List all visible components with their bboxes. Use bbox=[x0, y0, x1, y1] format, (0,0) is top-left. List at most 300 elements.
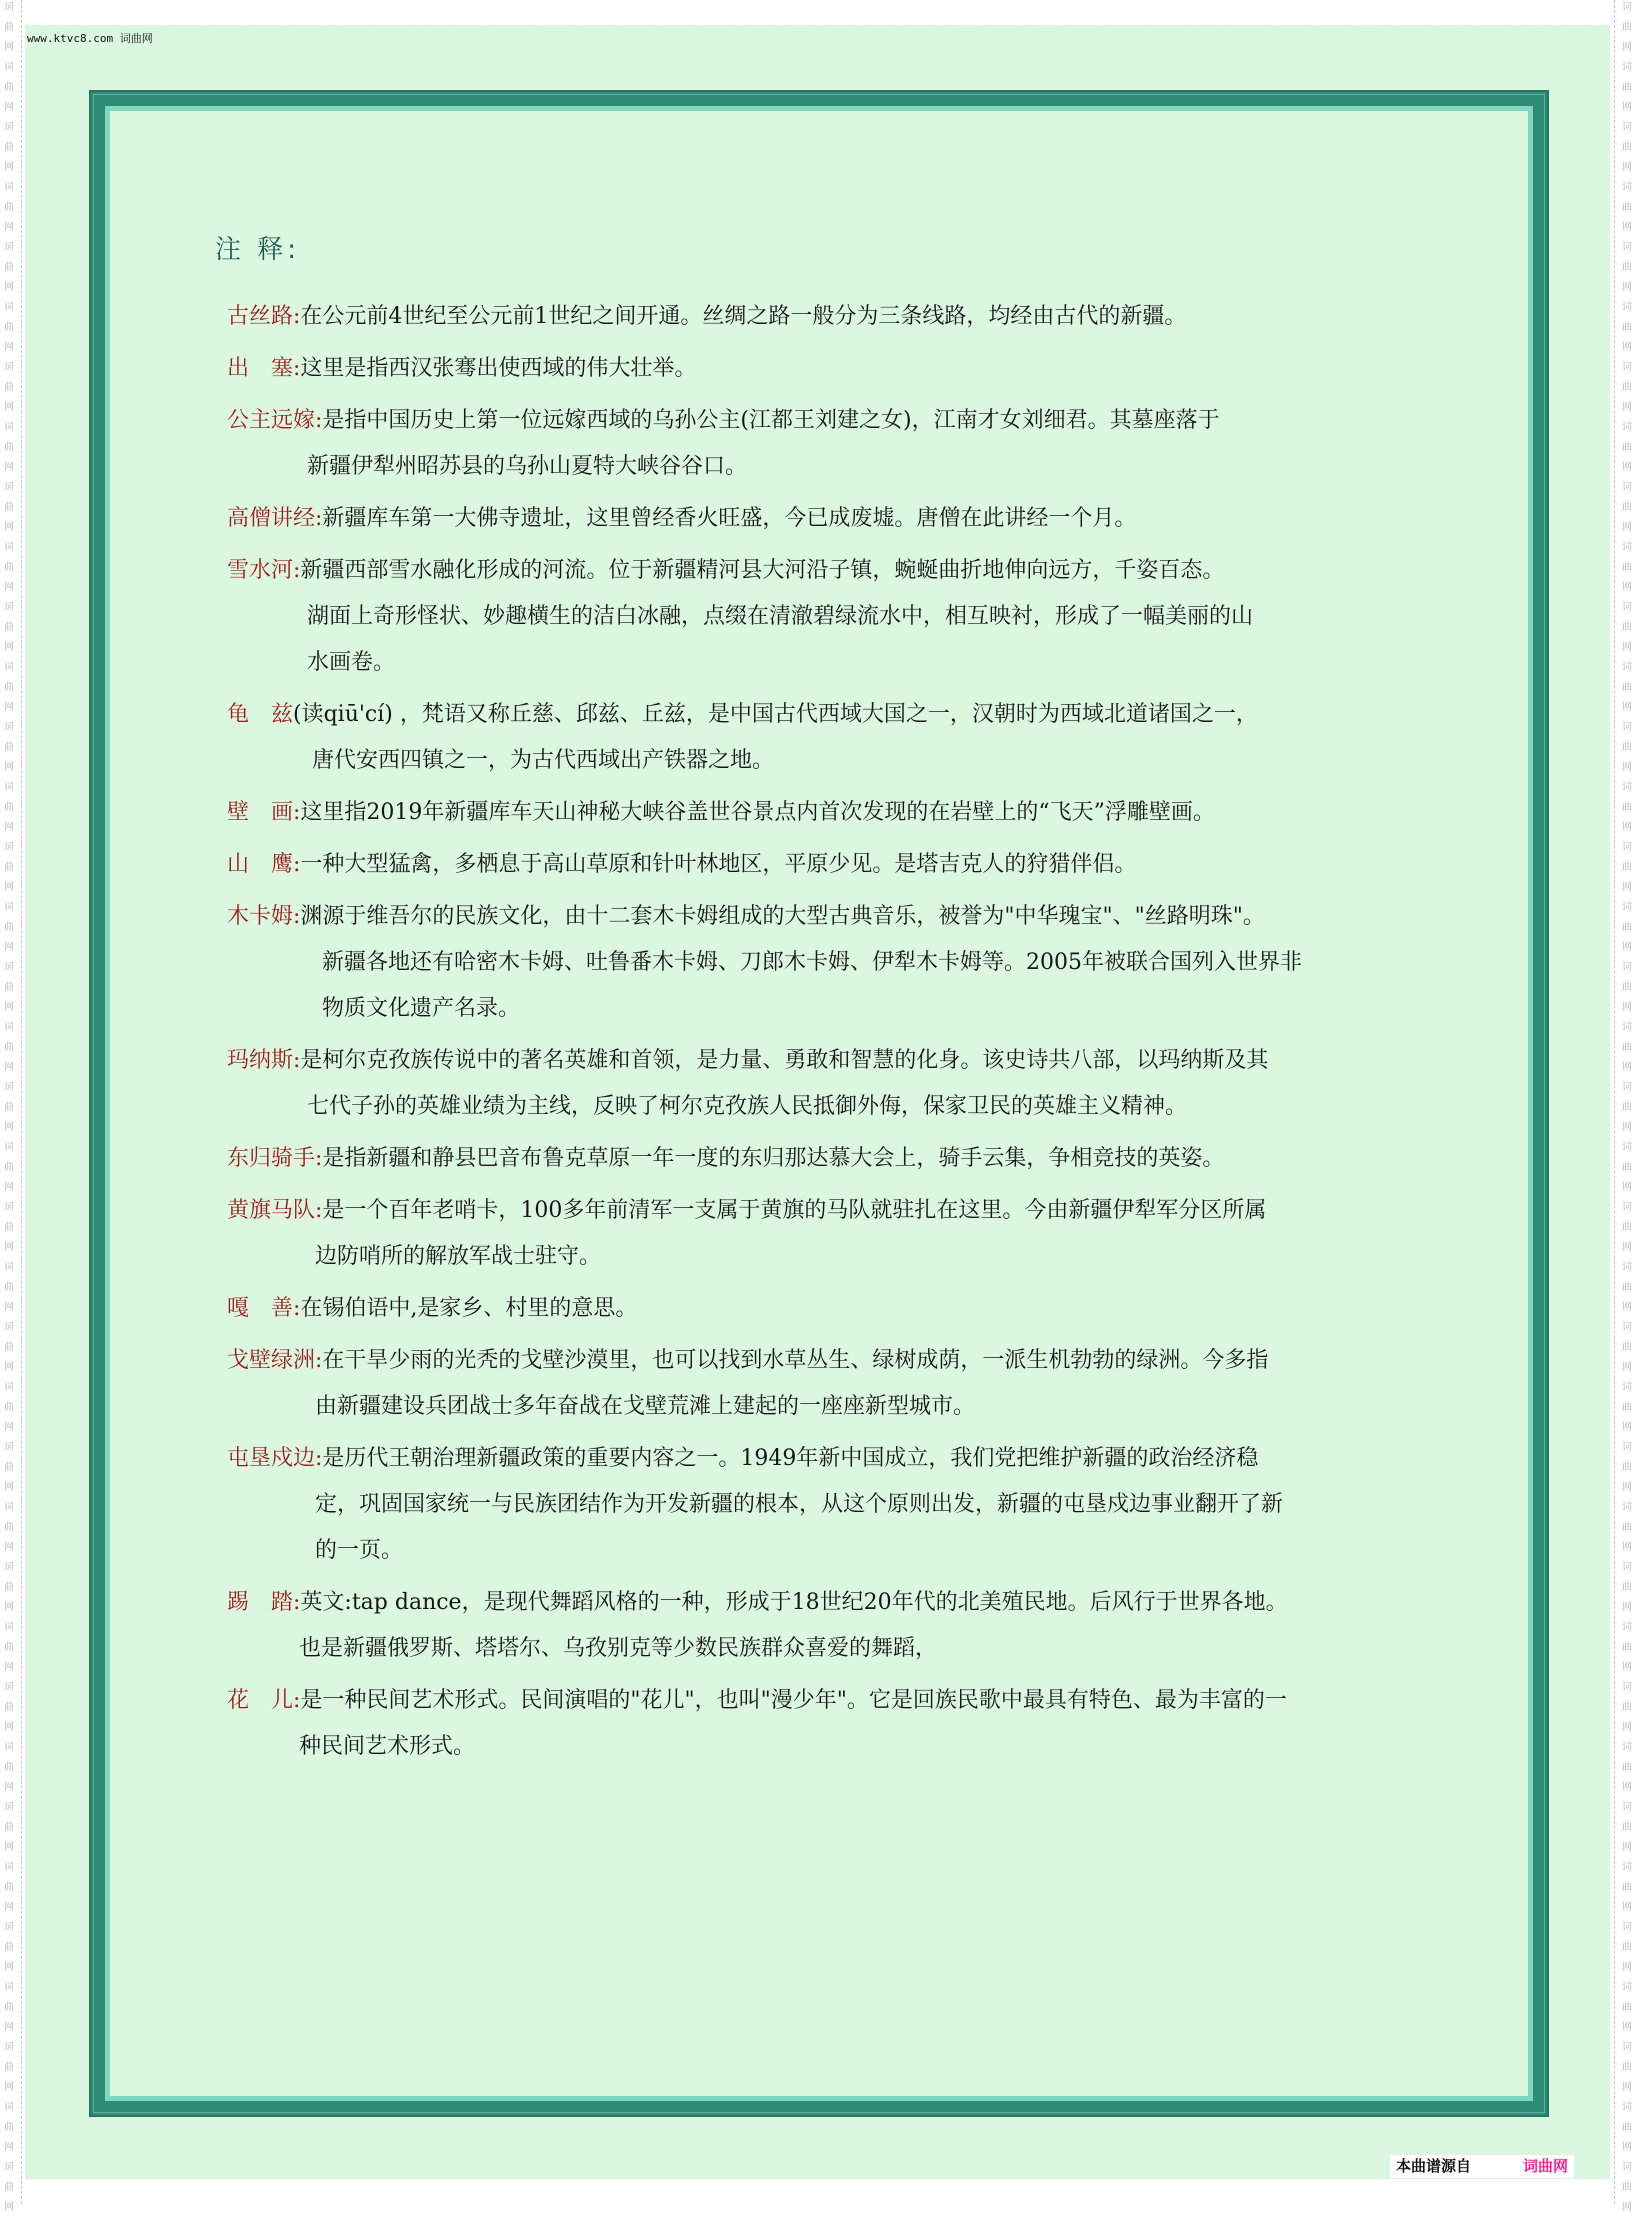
watermark-char: 网 bbox=[4, 1602, 14, 1613]
watermark-char: 网 bbox=[1622, 1062, 1632, 1073]
note-continuation-line: 七代子孙的英雄业绩为主线，反映了柯尔克孜族人民抵御外侮，保家卫民的英雄主义精神。 bbox=[307, 1094, 1188, 1119]
note-continuation-line: 种民间艺术形式。 bbox=[299, 1734, 476, 1759]
watermark-char: 曲 bbox=[1622, 562, 1632, 573]
watermark-char: 曲 bbox=[1622, 82, 1632, 93]
watermark-char: 词 bbox=[4, 62, 14, 73]
watermark-char: 曲 bbox=[1622, 1942, 1632, 1953]
watermark-char: 词 bbox=[4, 482, 14, 493]
watermark-char: 曲 bbox=[4, 1882, 14, 1893]
watermark-char: 词 bbox=[4, 302, 14, 313]
note-description: 在锡伯语中,是家乡、村里的意思。 bbox=[300, 1296, 638, 1321]
watermark-char: 网 bbox=[1622, 1902, 1632, 1913]
watermark-char: 网 bbox=[1622, 2142, 1632, 2153]
watermark-char: 曲 bbox=[1622, 2002, 1632, 2013]
watermark-char: 词 bbox=[1622, 482, 1632, 493]
watermark-char: 曲 bbox=[1622, 1162, 1632, 1173]
watermark-char: 词 bbox=[1622, 242, 1632, 253]
watermark-char: 词 bbox=[1622, 962, 1632, 973]
watermark-char: 曲 bbox=[4, 982, 14, 993]
watermark-char: 曲 bbox=[4, 1402, 14, 1413]
watermark-char: 网 bbox=[4, 1662, 14, 1673]
watermark-char: 网 bbox=[4, 642, 14, 653]
watermark-char: 网 bbox=[1622, 42, 1632, 53]
watermark-char: 曲 bbox=[4, 1822, 14, 1833]
note-continuation-line: 湖面上奇形怪状、妙趣横生的洁白冰融，点缀在清澈碧绿流水中，相互映衬，形成了一幅美丽的山 bbox=[307, 604, 1254, 629]
watermark-char: 词 bbox=[1622, 1322, 1632, 1333]
note-item bbox=[227, 1580, 1517, 1672]
watermark-char: 曲 bbox=[4, 1042, 14, 1053]
watermark-char: 曲 bbox=[4, 922, 14, 933]
watermark-char: 网 bbox=[1622, 1422, 1632, 1433]
watermark-char: 曲 bbox=[1622, 1582, 1632, 1593]
note-description: 是一个百年老哨卡，100多年前清军一支属于黄旗的马队就驻扎在这里。今由新疆伊犁军分区所属 bbox=[322, 1198, 1267, 1223]
watermark-char: 曲 bbox=[4, 142, 14, 153]
watermark-char: 曲 bbox=[4, 82, 14, 93]
watermark-char: 网 bbox=[4, 1482, 14, 1493]
watermark-char: 词 bbox=[4, 422, 14, 433]
note-first-line bbox=[227, 1580, 1517, 1626]
watermark-char: 词 bbox=[4, 1262, 14, 1273]
watermark-char: 词 bbox=[1622, 662, 1632, 673]
watermark-char: 网 bbox=[4, 1302, 14, 1313]
watermark-char: 网 bbox=[1622, 1002, 1632, 1013]
note-first-line bbox=[227, 1136, 1517, 1182]
watermark-char: 词 bbox=[1622, 1682, 1632, 1693]
note-first-line bbox=[227, 842, 1517, 888]
watermark-char: 网 bbox=[1622, 1782, 1632, 1793]
watermark-char: 词 bbox=[4, 2102, 14, 2113]
watermark-char: 网 bbox=[4, 102, 14, 113]
watermark-char: 词 bbox=[4, 602, 14, 613]
note-description: 一种大型猛禽，多栖息于高山草原和针叶林地区，平原少见。是塔吉克人的狩猎伴侣。 bbox=[300, 852, 1137, 877]
watermark-char: 网 bbox=[1622, 1542, 1632, 1553]
note-item bbox=[227, 398, 1517, 490]
watermark-char: 词 bbox=[4, 1562, 14, 1573]
note-first-line bbox=[227, 1188, 1517, 1234]
watermark-char: 词 bbox=[1622, 1022, 1632, 1033]
watermark-char: 词 bbox=[1622, 1142, 1632, 1153]
watermark-char: 网 bbox=[4, 222, 14, 233]
watermark-char: 曲 bbox=[1622, 862, 1632, 873]
watermark-char: 曲 bbox=[1622, 142, 1632, 153]
watermark-char: 网 bbox=[1622, 102, 1632, 113]
watermark-char: 词 bbox=[4, 1502, 14, 1513]
watermark-char: 词 bbox=[1622, 1982, 1632, 1993]
note-description: 英文:tap dance，是现代舞蹈风格的一种，形成于18世纪20年代的北美殖民地。后风行于世界各地。 bbox=[300, 1590, 1288, 1615]
watermark-char: 词 bbox=[1622, 902, 1632, 913]
watermark-char: 词 bbox=[4, 662, 14, 673]
note-item bbox=[227, 1436, 1517, 1574]
note-continuation-line: 由新疆建设兵团战士多年奋战在戈壁荒滩上建起的一座座新型城市。 bbox=[315, 1394, 976, 1419]
note-item bbox=[227, 1286, 1517, 1332]
watermark-char: 网 bbox=[1622, 942, 1632, 953]
watermark-char: 词 bbox=[4, 2, 14, 13]
watermark-char: 曲 bbox=[1622, 1462, 1632, 1473]
watermark-char: 网 bbox=[4, 1722, 14, 1733]
watermark-char: 网 bbox=[4, 762, 14, 773]
watermark-char: 曲 bbox=[4, 2122, 14, 2133]
watermark-char: 网 bbox=[1622, 2202, 1632, 2213]
watermark-char: 网 bbox=[1622, 222, 1632, 233]
note-item bbox=[227, 294, 1517, 340]
note-first-line bbox=[227, 1678, 1517, 1724]
watermark-char: 曲 bbox=[4, 2182, 14, 2193]
watermark-char: 词 bbox=[1622, 1742, 1632, 1753]
watermark-char: 曲 bbox=[1622, 2062, 1632, 2073]
watermark-char: 词 bbox=[1622, 62, 1632, 73]
note-description: 是指新疆和静县巴音布鲁克草原一年一度的东归那达慕大会上，骑手云集，争相竞技的英姿。 bbox=[322, 1146, 1225, 1171]
watermark-char: 网 bbox=[1622, 1662, 1632, 1673]
note-description: 这里是指西汉张骞出使西域的伟大壮举。 bbox=[300, 356, 697, 381]
watermark-char: 曲 bbox=[4, 202, 14, 213]
notes-panel bbox=[110, 111, 1528, 2096]
note-description: (读qiū'cí) ，梵语又称丘慈、邱兹、丘兹，是中国古代西域大国之一，汉朝时为西域北道诸国之一， bbox=[293, 702, 1258, 727]
watermark-char: 词 bbox=[1622, 782, 1632, 793]
watermark-char: 网 bbox=[4, 1542, 14, 1553]
note-term: 嘎 善: bbox=[227, 1296, 301, 1321]
watermark-char: 词 bbox=[1622, 2162, 1632, 2173]
watermark-char: 网 bbox=[4, 1242, 14, 1253]
watermark-char: 词 bbox=[1622, 1502, 1632, 1513]
watermark-char: 词 bbox=[4, 1682, 14, 1693]
watermark-char: 曲 bbox=[4, 2002, 14, 2013]
watermark-char: 词 bbox=[1622, 722, 1632, 733]
watermark-char: 词 bbox=[1622, 1562, 1632, 1573]
watermark-char: 曲 bbox=[4, 1222, 14, 1233]
watermark-char: 曲 bbox=[4, 1282, 14, 1293]
watermark-char: 网 bbox=[1622, 1362, 1632, 1373]
watermark-char: 曲 bbox=[1622, 1342, 1632, 1353]
watermark-char: 网 bbox=[4, 582, 14, 593]
watermark-char: 曲 bbox=[1622, 22, 1632, 33]
watermark-char: 网 bbox=[4, 462, 14, 473]
note-term: 公主远嫁: bbox=[227, 408, 323, 433]
note-continuation-line: 边防哨所的解放军战士驻守。 bbox=[315, 1244, 602, 1269]
watermark-char: 词 bbox=[1622, 182, 1632, 193]
watermark-char: 网 bbox=[4, 882, 14, 893]
watermark-char: 词 bbox=[1622, 842, 1632, 853]
watermark-char: 曲 bbox=[4, 802, 14, 813]
watermark-char: 曲 bbox=[1622, 802, 1632, 813]
watermark-char: 曲 bbox=[4, 1582, 14, 1593]
note-term: 古丝路: bbox=[227, 304, 301, 329]
note-first-line bbox=[227, 1286, 1517, 1332]
watermark-char: 网 bbox=[1622, 1182, 1632, 1193]
note-continuation-line: 新疆各地还有哈密木卡姆、吐鲁番木卡姆、刀郎木卡姆、伊犁木卡姆等。2005年被联合国列入世界非 bbox=[322, 950, 1302, 975]
watermark-char: 词 bbox=[4, 722, 14, 733]
watermark-char: 曲 bbox=[1622, 1402, 1632, 1413]
watermark-char: 网 bbox=[4, 702, 14, 713]
watermark-char: 网 bbox=[1622, 1722, 1632, 1733]
note-term: 戈壁绿洲: bbox=[227, 1348, 323, 1373]
watermark-char: 词 bbox=[1622, 422, 1632, 433]
watermark-char: 曲 bbox=[4, 22, 14, 33]
watermark-char: 词 bbox=[1622, 1442, 1632, 1453]
watermark-char: 网 bbox=[1622, 402, 1632, 413]
watermark-char: 曲 bbox=[4, 1462, 14, 1473]
watermark-char: 词 bbox=[1622, 1922, 1632, 1933]
note-item bbox=[227, 790, 1517, 836]
watermark-char: 网 bbox=[1622, 2082, 1632, 2093]
watermark-char: 词 bbox=[4, 542, 14, 553]
watermark-char: 曲 bbox=[4, 322, 14, 333]
watermark-char: 网 bbox=[1622, 2022, 1632, 2033]
watermark-char: 网 bbox=[1622, 642, 1632, 653]
note-description: 新疆西部雪水融化形成的河流。位于新疆精河县大河沿子镇，蜿蜒曲折地伸向远方，千姿百态。 bbox=[300, 558, 1225, 583]
watermark-char: 曲 bbox=[4, 1702, 14, 1713]
watermark-char: 网 bbox=[4, 1122, 14, 1133]
note-continuation-line: 物质文化遗产名录。 bbox=[322, 996, 521, 1021]
watermark-char: 词 bbox=[1622, 302, 1632, 313]
watermark-char: 网 bbox=[1622, 822, 1632, 833]
watermark-char: 词 bbox=[1622, 1622, 1632, 1633]
watermark-char: 网 bbox=[4, 342, 14, 353]
watermark-char: 曲 bbox=[1622, 202, 1632, 213]
note-first-line bbox=[227, 294, 1517, 340]
note-item bbox=[227, 346, 1517, 392]
note-item bbox=[227, 692, 1517, 784]
watermark-char: 曲 bbox=[1622, 1882, 1632, 1893]
watermark-char: 曲 bbox=[1622, 2182, 1632, 2193]
watermark-char: 词 bbox=[1622, 2042, 1632, 2053]
watermark-char: 曲 bbox=[4, 622, 14, 633]
note-term: 玛纳斯: bbox=[227, 1048, 301, 1073]
note-description: 渊源于维吾尔的民族文化，由十二套木卡姆组成的大型古典音乐，被誉为"中华瑰宝"、"丝路明珠"。 bbox=[300, 904, 1265, 929]
watermark-char: 网 bbox=[4, 1962, 14, 1973]
watermark-char: 网 bbox=[4, 1062, 14, 1073]
watermark-char: 曲 bbox=[1622, 1702, 1632, 1713]
watermark-char: 曲 bbox=[4, 862, 14, 873]
watermark-char: 网 bbox=[1622, 1602, 1632, 1613]
watermark-char: 网 bbox=[4, 522, 14, 533]
watermark-char: 网 bbox=[1622, 1842, 1632, 1853]
watermark-char: 词 bbox=[4, 122, 14, 133]
watermark-char: 词 bbox=[1622, 362, 1632, 373]
watermark-char: 曲 bbox=[4, 562, 14, 573]
watermark-char: 曲 bbox=[4, 742, 14, 753]
watermark-char: 词 bbox=[1622, 1262, 1632, 1273]
right-dashed-divider bbox=[1614, 0, 1615, 2204]
watermark-char: 曲 bbox=[1622, 622, 1632, 633]
watermark-char: 网 bbox=[4, 2202, 14, 2213]
watermark-char: 曲 bbox=[4, 502, 14, 513]
watermark-char: 网 bbox=[1622, 1302, 1632, 1313]
watermark-char: 曲 bbox=[1622, 1522, 1632, 1533]
note-term: 高僧讲经: bbox=[227, 506, 323, 531]
watermark-char: 曲 bbox=[4, 682, 14, 693]
watermark-char: 曲 bbox=[4, 1942, 14, 1953]
page-title: 注 释: bbox=[215, 235, 301, 265]
watermark-char: 词 bbox=[4, 1742, 14, 1753]
watermark-char: 曲 bbox=[4, 442, 14, 453]
watermark-char: 网 bbox=[4, 942, 14, 953]
watermark-char: 网 bbox=[4, 2142, 14, 2153]
note-term: 壁 画: bbox=[227, 800, 301, 825]
watermark-char: 网 bbox=[1622, 1962, 1632, 1973]
watermark-char: 曲 bbox=[1622, 502, 1632, 513]
watermark-char: 曲 bbox=[1622, 322, 1632, 333]
note-first-line bbox=[227, 1338, 1517, 1384]
watermark-char: 词 bbox=[4, 182, 14, 193]
note-first-line bbox=[227, 496, 1517, 542]
watermark-char: 词 bbox=[4, 1802, 14, 1813]
watermark-char: 词 bbox=[4, 962, 14, 973]
source-label: 本曲谱源自 bbox=[1396, 2157, 1472, 2175]
watermark-char: 曲 bbox=[4, 262, 14, 273]
note-first-line bbox=[227, 1436, 1517, 1482]
watermark-char: 网 bbox=[1622, 1122, 1632, 1133]
watermark-char: 曲 bbox=[1622, 1102, 1632, 1113]
watermark-char: 网 bbox=[4, 1422, 14, 1433]
site-url-label: www.ktvc8.com 词曲网 bbox=[27, 32, 153, 45]
watermark-char: 网 bbox=[4, 2022, 14, 2033]
note-description: 新疆库车第一大佛寺遗址，这里曾经香火旺盛，今已成废墟。唐僧在此讲经一个月。 bbox=[322, 506, 1137, 531]
watermark-char: 曲 bbox=[1622, 1642, 1632, 1653]
note-description: 在公元前4世纪至公元前1世纪之间开通。丝绸之路一般分为三条线路，均经由古代的新疆。 bbox=[300, 304, 1187, 329]
watermark-char: 曲 bbox=[1622, 2122, 1632, 2133]
note-continuation-line: 的一页。 bbox=[315, 1538, 404, 1563]
note-item bbox=[227, 1136, 1517, 1182]
note-first-line bbox=[227, 692, 1517, 738]
note-item bbox=[227, 548, 1517, 686]
watermark-char: 网 bbox=[1622, 702, 1632, 713]
watermark-char: 词 bbox=[1622, 1382, 1632, 1393]
watermark-char: 网 bbox=[1622, 282, 1632, 293]
watermark-char: 词 bbox=[1622, 1082, 1632, 1093]
watermark-char: 曲 bbox=[4, 1162, 14, 1173]
watermark-char: 曲 bbox=[4, 1342, 14, 1353]
watermark-char: 网 bbox=[4, 1182, 14, 1193]
watermark-char: 曲 bbox=[1622, 1222, 1632, 1233]
brand-link[interactable]: 词曲网 bbox=[1522, 2157, 1568, 2175]
note-first-line bbox=[227, 894, 1517, 940]
watermark-char: 网 bbox=[4, 42, 14, 53]
note-description: 这里指2019年新疆库车天山神秘大峡谷盖世谷景点内首次发现的在岩壁上的“飞天”浮雕壁画。 bbox=[300, 800, 1215, 825]
source-badge[interactable] bbox=[1390, 2155, 1574, 2178]
watermark-char: 词 bbox=[4, 842, 14, 853]
note-term: 出 塞: bbox=[227, 356, 301, 381]
watermark-char: 词 bbox=[1622, 122, 1632, 133]
watermark-char: 曲 bbox=[4, 1522, 14, 1533]
watermark-char: 网 bbox=[1622, 1482, 1632, 1493]
watermark-char: 曲 bbox=[1622, 742, 1632, 753]
watermark-char: 网 bbox=[4, 1002, 14, 1013]
watermark-char: 网 bbox=[4, 1782, 14, 1793]
watermark-char: 曲 bbox=[1622, 982, 1632, 993]
watermark-char: 网 bbox=[1622, 582, 1632, 593]
watermark-char: 网 bbox=[1622, 882, 1632, 893]
note-term: 木卡姆: bbox=[227, 904, 301, 929]
note-term: 踢 踏: bbox=[227, 1590, 301, 1615]
watermark-char: 网 bbox=[4, 402, 14, 413]
watermark-char: 曲 bbox=[4, 382, 14, 393]
note-description: 是历代王朝治理新疆政策的重要内容之一。1949年新中国成立，我们党把维护新疆的政治经济稳 bbox=[322, 1446, 1259, 1471]
watermark-char: 网 bbox=[1622, 522, 1632, 533]
note-first-line bbox=[227, 346, 1517, 392]
watermark-char: 词 bbox=[4, 782, 14, 793]
watermark-char: 曲 bbox=[1622, 1282, 1632, 1293]
watermark-char: 网 bbox=[4, 1362, 14, 1373]
watermark-char: 曲 bbox=[1622, 682, 1632, 693]
note-continuation-line: 唐代安西四镇之一，为古代西域出产铁器之地。 bbox=[312, 748, 775, 773]
watermark-char: 词 bbox=[1622, 1802, 1632, 1813]
note-continuation-line: 新疆伊犁州昭苏县的乌孙山夏特大峡谷谷口。 bbox=[307, 454, 748, 479]
watermark-char: 词 bbox=[4, 242, 14, 253]
watermark-char: 网 bbox=[4, 162, 14, 173]
note-item bbox=[227, 1188, 1517, 1280]
note-continuation-line: 也是新疆俄罗斯、塔塔尔、乌孜别克等少数民族群众喜爱的舞蹈， bbox=[299, 1636, 938, 1661]
notes-list bbox=[227, 294, 1517, 1776]
watermark-char: 曲 bbox=[1622, 382, 1632, 393]
note-term: 花 儿: bbox=[227, 1688, 301, 1713]
note-description: 在干旱少雨的光秃的戈壁沙漠里，也可以找到水草丛生、绿树成荫，一派生机勃勃的绿洲。今多指 bbox=[322, 1348, 1269, 1373]
watermark-char: 曲 bbox=[1622, 922, 1632, 933]
note-item bbox=[227, 496, 1517, 542]
watermark-char: 网 bbox=[1622, 342, 1632, 353]
note-first-line bbox=[227, 1038, 1517, 1084]
note-description: 是指中国历史上第一位远嫁西域的乌孙公主(江都王刘建之女)，江南才女刘细君。其墓座落于 bbox=[322, 408, 1220, 433]
watermark-char: 网 bbox=[4, 1842, 14, 1853]
watermark-char: 词 bbox=[1622, 1202, 1632, 1213]
watermark-char: 词 bbox=[4, 1142, 14, 1153]
watermark-char: 词 bbox=[4, 1922, 14, 1933]
watermark-char: 词 bbox=[4, 2162, 14, 2173]
note-first-line bbox=[227, 398, 1517, 444]
watermark-char: 网 bbox=[4, 2082, 14, 2093]
watermark-char: 词 bbox=[1622, 602, 1632, 613]
note-item bbox=[227, 1038, 1517, 1130]
watermark-char: 词 bbox=[1622, 2, 1632, 13]
note-description: 是一种民间艺术形式。民间演唱的"花儿"，也叫"漫少年"。它是回族民歌中最具有特色、最为丰富的一 bbox=[300, 1688, 1287, 1713]
watermark-char: 曲 bbox=[4, 1102, 14, 1113]
watermark-char: 词 bbox=[4, 2042, 14, 2053]
note-item bbox=[227, 1678, 1517, 1770]
watermark-char: 网 bbox=[4, 1902, 14, 1913]
note-item bbox=[227, 894, 1517, 1032]
watermark-char: 网 bbox=[4, 282, 14, 293]
watermark-char: 曲 bbox=[1622, 442, 1632, 453]
watermark-char: 网 bbox=[1622, 162, 1632, 173]
watermark-char: 曲 bbox=[4, 1762, 14, 1773]
left-dashed-divider bbox=[21, 0, 22, 2204]
watermark-char: 网 bbox=[1622, 462, 1632, 473]
watermark-char: 曲 bbox=[1622, 1762, 1632, 1773]
watermark-char: 词 bbox=[4, 1322, 14, 1333]
watermark-char: 词 bbox=[4, 362, 14, 373]
note-term: 山 鹰: bbox=[227, 852, 301, 877]
watermark-char: 词 bbox=[4, 1082, 14, 1093]
watermark-char: 词 bbox=[4, 1442, 14, 1453]
watermark-char: 词 bbox=[4, 1022, 14, 1033]
watermark-char: 网 bbox=[1622, 1242, 1632, 1253]
note-item bbox=[227, 1338, 1517, 1430]
note-continuation-line: 定，巩固国家统一与民族团结作为开发新疆的根本，从这个原则出发，新疆的屯垦戍边事业翻开了新 bbox=[315, 1492, 1284, 1517]
watermark-char: 网 bbox=[4, 822, 14, 833]
note-term: 黄旗马队: bbox=[227, 1198, 323, 1223]
watermark-char: 词 bbox=[4, 1862, 14, 1873]
page-sheet bbox=[25, 25, 1610, 2179]
watermark-char: 曲 bbox=[4, 2062, 14, 2073]
note-first-line bbox=[227, 790, 1517, 836]
watermark-char: 词 bbox=[4, 1982, 14, 1993]
note-term: 东归骑手: bbox=[227, 1146, 323, 1171]
right-watermark-gutter bbox=[1618, 0, 1636, 2213]
watermark-char: 词 bbox=[1622, 1862, 1632, 1873]
watermark-char: 词 bbox=[4, 902, 14, 913]
watermark-char: 曲 bbox=[1622, 262, 1632, 273]
watermark-char: 词 bbox=[1622, 542, 1632, 553]
watermark-char: 网 bbox=[1622, 762, 1632, 773]
